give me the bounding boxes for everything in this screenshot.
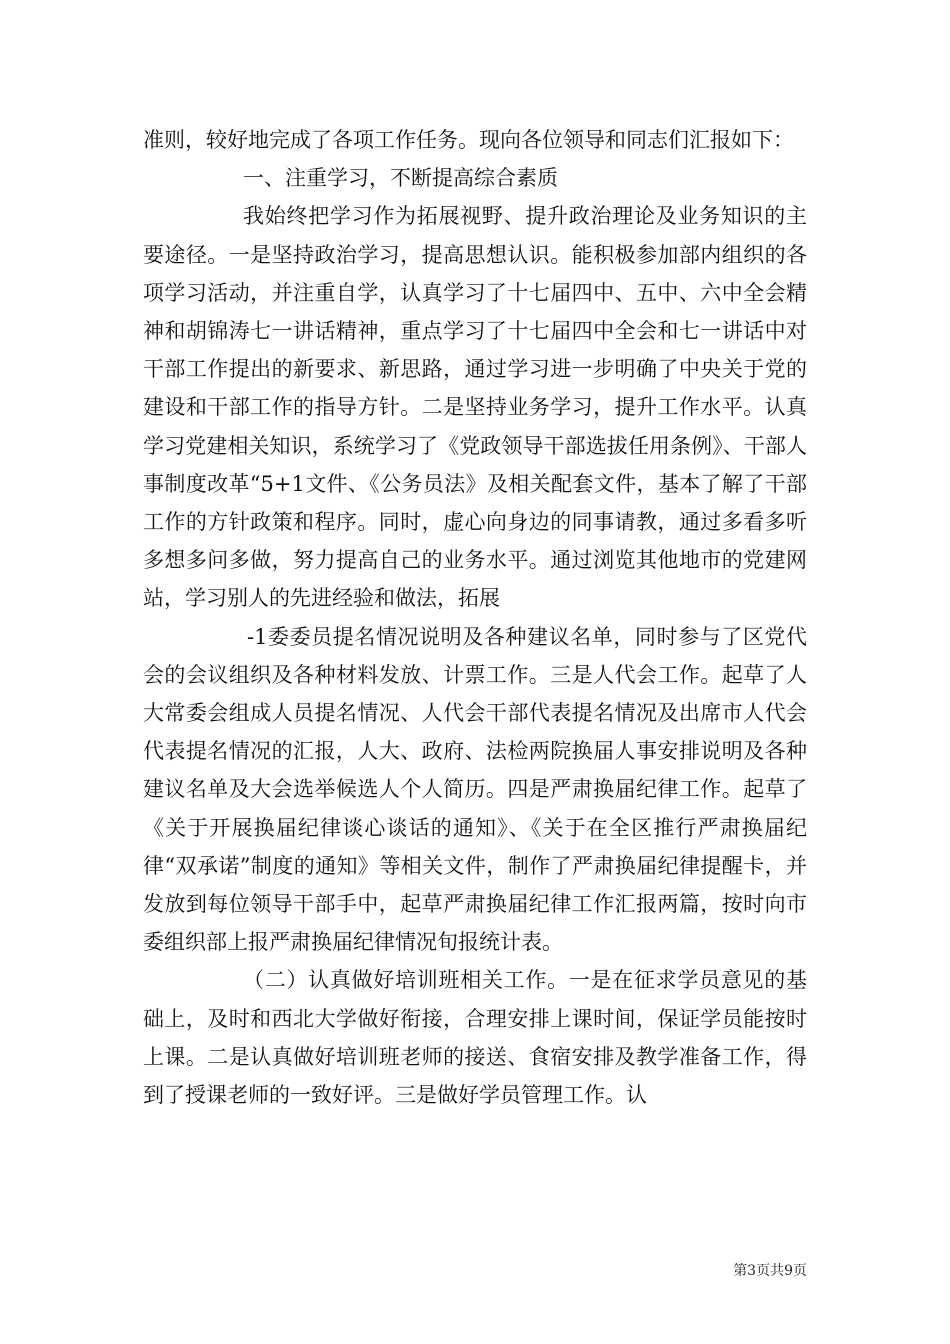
document-body bbox=[143, 121, 807, 1114]
paragraph-election-work: -1委委员提名情况说明及各种建议名单，同时参与了区党代会的会议组织及各种材料发放、计票工作。三是人代会工作。起草了人大常委会组成人员提名情况、人代会干部代表提名情况及出席市人代会代表提名情况的汇报，人大、政府、法检两院换届人事安排说明及各种建议名单及大会选举候选人个人简历。四是严肃换届纪律工作。起草了《关于开展换届纪律谈心谈话的通知》、《关于在全区推行严肃换届纪律“双承诺”制度的通知》等相关文件，制作了严肃换届纪律提醒卡，并发放到每位领导干部手中，起草严肃换届纪律工作汇报两篇，按时向市委组织部上报严肃换届纪律情况旬报统计表。 bbox=[143, 624, 807, 955]
section-heading-study: 一、注重学习，不断提高综合素质 bbox=[243, 166, 558, 191]
paragraph-study: 我始终把学习作为拓展视野、提升政治理论及业务知识的主要途径。一是坚持政治学习，提高思想认识。能积极参加部内组织的各项学习活动，并注重自学，认真学习了十七届四中、五中、六中全会精神和胡锦涛七一讲话精神，重点学习了十七届四中全会和七一讲话中对干部工作提出的新要求、新思路，通过学习进一步明确了中央关于党的建设和干部工作的指导方针。二是坚持业务学习，提升工作水平。认真学习党建相关知识，系统学习了《党政领导干部选拔任用条例》、干部人事制度改革“5+1文件、《公务员法》及相关配套文件，基本了解了干部工作的方针政策和程序。同时，虚心向身边的同事请教，通过多看多听多想多问多做，努力提高自己的业务水平。通过浏览其他地市的党建网站，学习别人的先进经验和做法，拓展 bbox=[143, 204, 807, 611]
paragraph-intro-continuation: 准则，较好地完成了各项工作任务。现向各位领导和同志们汇报如下： bbox=[143, 128, 794, 152]
page-number-footer: 第3页共9页 bbox=[733, 1263, 807, 1279]
paragraph-training-class: （二）认真做好培训班相关工作。一是在征求学员意见的基础上，及时和西北大学做好衔接，合理安排上课时间，保证学员能按时上课。二是认真做好培训班老师的接送、食宿安排及教学准备工作，得到了授课老师的一致好评。三是做好学员管理工作。认 bbox=[143, 968, 807, 1108]
